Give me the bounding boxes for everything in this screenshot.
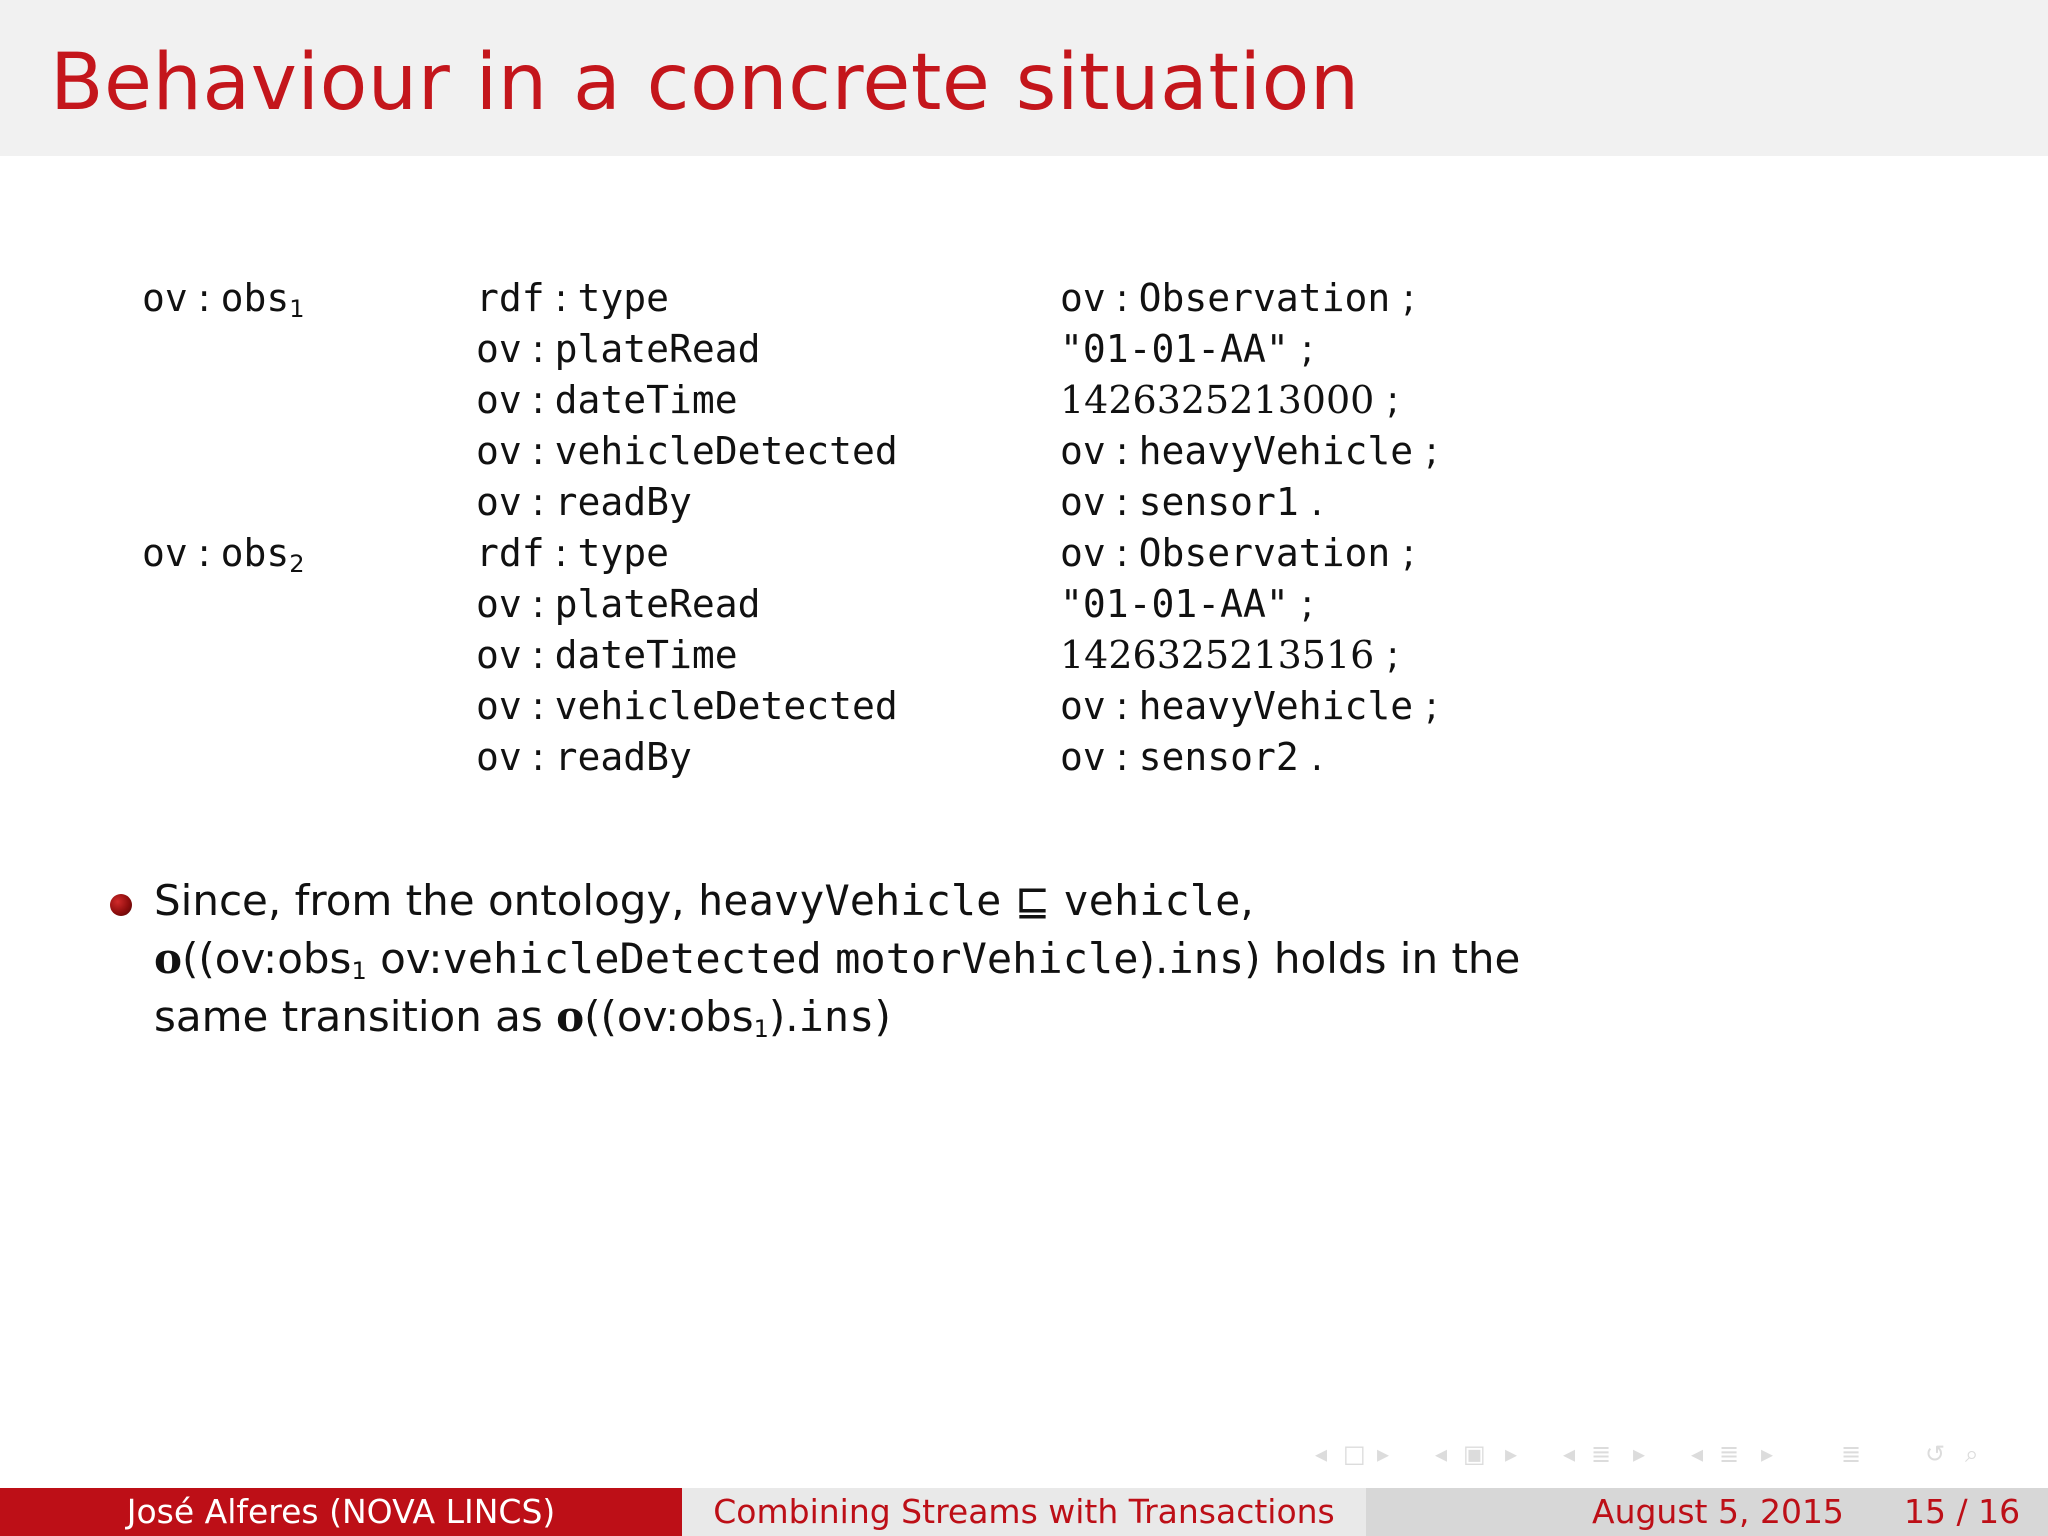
predicate-name: readBy: [554, 735, 692, 779]
code-term: vehicle: [1063, 876, 1241, 925]
colon: :: [1115, 429, 1129, 473]
subscript: 1: [753, 1015, 769, 1043]
bullet-text: ,: [1240, 876, 1254, 925]
bullet-text: same transition as: [154, 992, 557, 1041]
triple-predicate: [476, 429, 898, 473]
bullet-line-3: [154, 988, 1520, 1046]
object-prefix: ov: [1060, 735, 1106, 779]
triple-object: [1060, 276, 1415, 320]
triple-predicate: [476, 378, 738, 422]
subject-name: obs: [220, 276, 290, 320]
triple-object: [1060, 633, 1399, 677]
triple-terminator: .: [1310, 735, 1323, 779]
subscript: 1: [289, 295, 305, 323]
subject-name: obs: [220, 531, 290, 575]
triple-object: [1060, 735, 1323, 779]
beamer-navigation: [1315, 1440, 2035, 1470]
triple-object: [1060, 429, 1438, 473]
bullet-text: ): [874, 992, 891, 1041]
colon: :: [531, 378, 545, 422]
zoom-icon[interactable]: ⌕: [1965, 1440, 1979, 1468]
object-name: heavyVehicle: [1138, 684, 1414, 728]
object-name: sensor1: [1138, 480, 1299, 524]
object-prefix: ov: [1060, 429, 1106, 473]
object-name: Observation: [1138, 531, 1391, 575]
predicate-prefix: ov: [476, 633, 522, 677]
object-name: Observation: [1138, 276, 1391, 320]
triple-terminator: ;: [1386, 633, 1400, 677]
subsection-icon[interactable]: ≣: [1719, 1440, 1740, 1468]
object-literal: "01-01-AA": [1060, 582, 1289, 626]
subsumption-symbol: ⊑: [1014, 876, 1051, 925]
triple-row: [0, 735, 2048, 785]
triple-row: [0, 327, 2048, 377]
predicate-prefix: rdf: [476, 276, 545, 320]
triple-terminator: ;: [1386, 378, 1400, 422]
predicate-name: vehicleDetected: [554, 429, 898, 473]
subject-prefix: ov: [142, 276, 188, 320]
section-icon[interactable]: ≣: [1591, 1440, 1612, 1468]
triple-row: [0, 429, 2048, 479]
colon: :: [1115, 735, 1129, 779]
subsection-icon[interactable]: ▣: [1463, 1440, 1486, 1468]
bullet-text: Since, from the ontology,: [154, 876, 699, 925]
arrow-left-icon[interactable]: ◂: [1691, 1440, 1704, 1468]
code-term: ins: [798, 992, 875, 1041]
triple-predicate: [476, 582, 760, 626]
predicate-prefix: ov: [476, 480, 522, 524]
triple-terminator: ;: [1300, 582, 1314, 626]
arrow-right-icon[interactable]: ▸: [1633, 1440, 1646, 1468]
object-prefix: ov: [1060, 480, 1106, 524]
triple-predicate: [476, 735, 692, 779]
bullet-text: ).: [768, 992, 799, 1041]
triple-terminator: .: [1310, 480, 1323, 524]
object-name: sensor2: [1138, 735, 1299, 779]
colon: :: [1115, 276, 1129, 320]
colon: :: [531, 480, 545, 524]
triple-row: [0, 684, 2048, 734]
object-prefix: ov: [1060, 684, 1106, 728]
triple-predicate: [476, 276, 669, 320]
triple-row: [0, 582, 2048, 632]
predicate-prefix: ov: [476, 582, 522, 626]
triple-predicate: [476, 531, 669, 575]
colon: :: [197, 276, 211, 320]
triple-predicate: [476, 633, 738, 677]
colon: :: [531, 327, 545, 371]
triple-subject: [142, 276, 305, 323]
bullet-line-1: [154, 872, 1520, 930]
triple-object: [1060, 327, 1314, 371]
predicate-name: dateTime: [554, 378, 738, 422]
triple-terminator: ;: [1300, 327, 1314, 371]
predicate-prefix: ov: [476, 684, 522, 728]
triple-object: [1060, 531, 1415, 575]
bullet-icon: [110, 894, 132, 916]
predicate-prefix: ov: [476, 378, 522, 422]
predicate-name: type: [577, 531, 669, 575]
bullet-text: ov:: [366, 934, 443, 983]
predicate-name: dateTime: [554, 633, 738, 677]
code-term: ins: [1168, 934, 1245, 983]
object-prefix: ov: [1060, 531, 1106, 575]
subject-prefix: ov: [142, 531, 188, 575]
predicate-name: readBy: [554, 480, 692, 524]
toc-icon[interactable]: ≣: [1841, 1440, 1862, 1468]
arrow-right-icon[interactable]: ▸: [1505, 1440, 1518, 1468]
predicate-name: type: [577, 276, 669, 320]
footer-talk-title: Combining Streams with Transactions: [682, 1488, 1366, 1536]
footer: [0, 1488, 2048, 1536]
object-prefix: ov: [1060, 276, 1106, 320]
slide-title: Behaviour in a concrete situation: [50, 38, 1360, 128]
undo-icon[interactable]: ↺: [1925, 1440, 1946, 1468]
triple-row: [0, 276, 2048, 326]
bullet-item: [154, 872, 1520, 1046]
arrow-right-icon[interactable]: ▸: [1377, 1440, 1390, 1468]
colon: :: [531, 633, 545, 677]
triple-object: [1060, 378, 1399, 422]
bullet-text: ((ov:obs: [182, 934, 352, 983]
object-name: heavyVehicle: [1138, 429, 1414, 473]
subscript: 2: [289, 550, 305, 578]
operator-o: o: [556, 992, 585, 1041]
page-number: 15 / 16: [1904, 1492, 2021, 1531]
predicate-name: vehicleDetected: [554, 684, 898, 728]
footer-author: José Alferes (NOVA LINCS): [0, 1488, 682, 1536]
triple-subject: [142, 531, 305, 578]
colon: :: [1115, 531, 1129, 575]
triple-row: [0, 633, 2048, 683]
colon: :: [531, 429, 545, 473]
predicate-name: plateRead: [554, 582, 761, 626]
triple-predicate: [476, 684, 898, 728]
colon: :: [554, 276, 568, 320]
object-literal: 1426325213516: [1060, 633, 1375, 677]
triple-object: [1060, 480, 1323, 524]
bullet-line-2: [154, 930, 1520, 988]
colon: :: [531, 735, 545, 779]
arrow-left-icon[interactable]: ◂: [1563, 1440, 1576, 1468]
code-term: vehicleDetected: [442, 934, 822, 983]
bullet-text: ).: [1138, 934, 1169, 983]
arrow-right-icon[interactable]: ▸: [1761, 1440, 1774, 1468]
predicate-prefix: rdf: [476, 531, 545, 575]
triple-terminator: ;: [1425, 429, 1439, 473]
subscript: 1: [351, 957, 367, 985]
operator-o: o: [154, 934, 183, 983]
footer-date: August 5, 2015: [1592, 1492, 1844, 1531]
footer-right: [1366, 1488, 2048, 1536]
triple-object: [1060, 582, 1314, 626]
triple-predicate: [476, 480, 692, 524]
predicate-prefix: ov: [476, 327, 522, 371]
triple-row: [0, 531, 2048, 581]
triple-row: [0, 480, 2048, 530]
triple-row: [0, 378, 2048, 428]
triple-terminator: ;: [1402, 531, 1416, 575]
object-literal: "01-01-AA": [1060, 327, 1289, 371]
colon: :: [197, 531, 211, 575]
triple-predicate: [476, 327, 760, 371]
colon: :: [1115, 684, 1129, 728]
frame-icon[interactable]: □: [1343, 1440, 1366, 1468]
arrow-left-icon[interactable]: ◂: [1435, 1440, 1448, 1468]
colon: :: [554, 531, 568, 575]
code-term: motorVehicle: [835, 934, 1139, 983]
triple-object: [1060, 684, 1438, 728]
predicate-name: plateRead: [554, 327, 761, 371]
colon: :: [531, 684, 545, 728]
arrow-left-icon[interactable]: ◂: [1315, 1440, 1328, 1468]
predicate-prefix: ov: [476, 735, 522, 779]
colon: :: [1115, 480, 1129, 524]
predicate-prefix: ov: [476, 429, 522, 473]
colon: :: [531, 582, 545, 626]
triple-terminator: ;: [1425, 684, 1439, 728]
bullet-text: ) holds in the: [1244, 934, 1521, 983]
code-term: heavyVehicle: [698, 876, 1002, 925]
bullet-text: ((ov:obs: [584, 992, 754, 1041]
object-literal: 1426325213000: [1060, 378, 1375, 422]
triple-terminator: ;: [1402, 276, 1416, 320]
